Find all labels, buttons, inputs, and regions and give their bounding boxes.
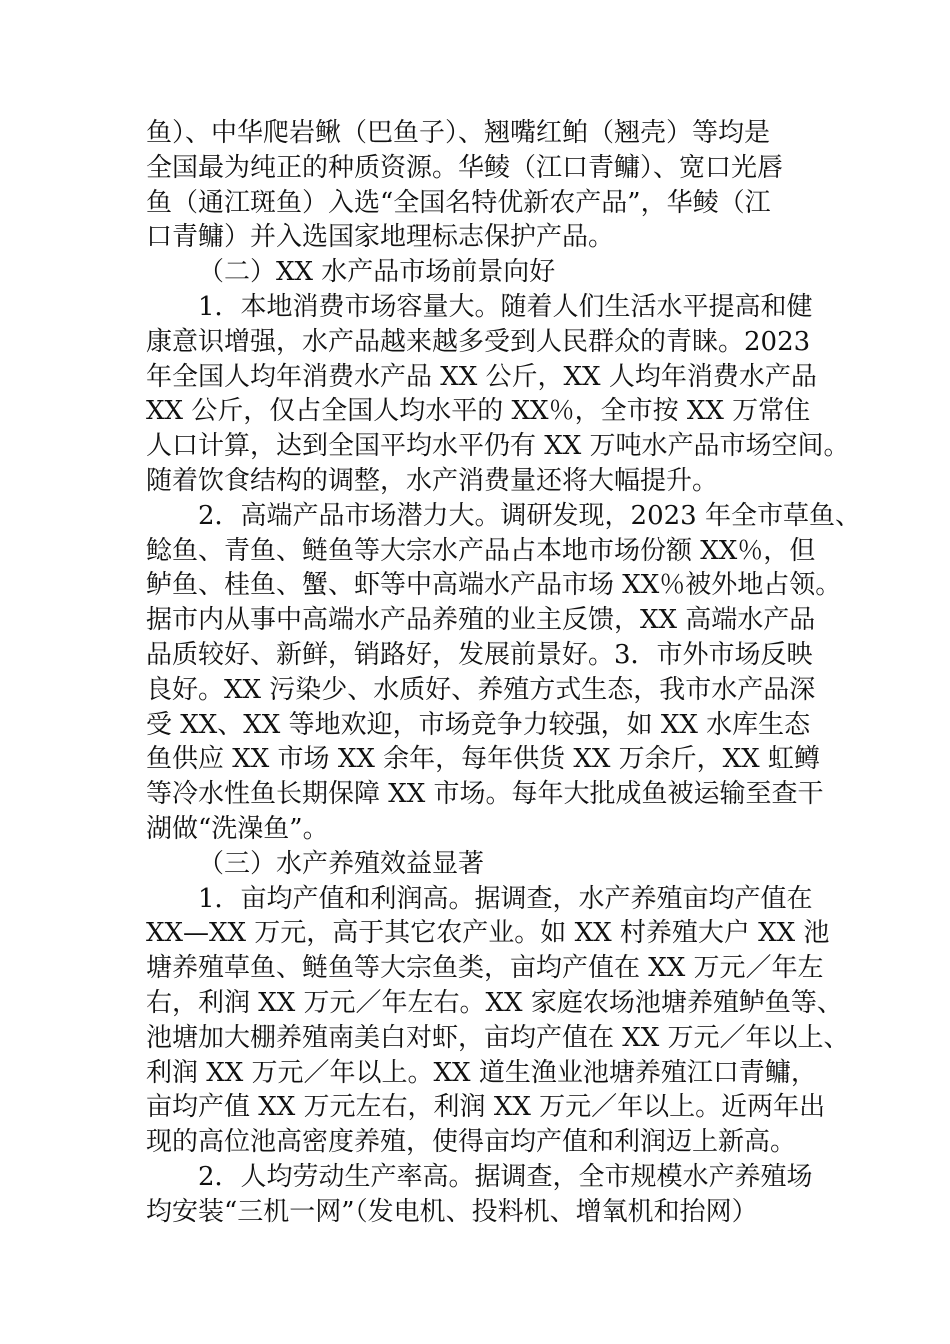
text-line: 康意识增强，水产品越来越多受到人民群众的青睐。2023 <box>146 326 811 357</box>
section-heading: （三）水产养殖效益显著 <box>198 848 485 879</box>
text-line: 年全国人均年消费水产品 XX 公斤，XX 人均年消费水产品 <box>146 361 817 392</box>
text-line: 随着饮食结构的调整，水产消费量还将大幅提升。 <box>146 465 719 496</box>
text-line: 口青鳙）并入选国家地理标志保护产品。 <box>146 222 615 253</box>
paragraph-start: 2．人均劳动生产率高。据调查，全市规模水产养殖场 <box>198 1161 813 1192</box>
section-heading: （二）XX 水产品市场前景向好 <box>198 257 556 288</box>
paragraph-start: 2．高端产品市场潜力大。调研发现，2023 年全市草鱼、 <box>198 500 861 531</box>
text-line: 鲈鱼、桂鱼、蟹、虾等中高端水产品市场 XX％被外地占领。 <box>146 570 842 601</box>
text-line: 品质较好、新鲜，销路好，发展前景好。3．市外市场反映 <box>146 639 813 670</box>
text-line: 湖做“洗澡鱼”。 <box>146 813 329 844</box>
text-line: 池塘加大棚养殖南美白对虾，亩均产值在 XX 万元／年以上、 <box>146 1022 850 1053</box>
text-line: 鱼供应 XX 市场 XX 余年，每年供货 XX 万余斤，XX 虹鳟 <box>146 744 820 775</box>
text-line: 全国最为纯正的种质资源。华鲮（江口青鳙）、宽口光唇 <box>146 152 784 183</box>
text-line: 鱼）、中华爬岩鳅（巴鱼子）、翘嘴红鲌（翘壳）等均是 <box>146 118 771 148</box>
paragraph-start: 1．本地消费市场容量大。随着人们生活水平提高和健 <box>198 291 813 322</box>
text-line: 鲶鱼、青鱼、鲢鱼等大宗水产品占本地市场份额 XX％，但 <box>146 535 816 566</box>
text-line: 塘养殖草鱼、鲢鱼等大宗鱼类，亩均产值在 XX 万元／年左 <box>146 953 824 984</box>
text-line: 受 XX、XX 等地欢迎，市场竞争力较强，如 XX 水库生态 <box>146 709 811 740</box>
text-line: XX—XX 万元，高于其它农产业。如 XX 村养殖大户 XX 池 <box>146 918 830 949</box>
text-line: 亩均产值 XX 万元左右，利润 XX 万元／年以上。近两年出 <box>146 1092 826 1123</box>
text-line: 现的高位池高密度养殖，使得亩均产值和利润迈上新高。 <box>146 1127 797 1158</box>
document-text <box>146 116 861 1230</box>
text-line: 等冷水性鱼长期保障 XX 市场。每年大批成鱼被运输至查干 <box>146 779 824 810</box>
text-line: 右，利润 XX 万元／年左右。XX 家庭农场池塘养殖鲈鱼等、 <box>146 987 843 1018</box>
text-line: 利润 XX 万元／年以上。XX 道生渔业池塘养殖江口青鳙， <box>146 1057 817 1088</box>
paragraph-start: 1．亩均产值和利润高。据调查，水产养殖亩均产值在 <box>198 883 813 914</box>
text-line: XX 公斤，仅占全国人均水平的 XX％，全市按 XX 万常住 <box>146 396 811 427</box>
text-line: 据市内从事中高端水产品养殖的业主反馈，XX 高端水产品 <box>146 605 816 636</box>
text-line: 人口计算，达到全国平均水平仍有 XX 万吨水产品市场空间。 <box>146 431 850 462</box>
text-line: 均安装“三机一网”（发电机、投料机、增氧机和抬网） <box>146 1196 758 1227</box>
text-line: 鱼（通江斑鱼）入选“全国名特优新农产品”，华鲮（江 <box>146 187 771 218</box>
text-line: 良好。XX 污染少、水质好、养殖方式生态，我市水产品深 <box>146 674 816 705</box>
